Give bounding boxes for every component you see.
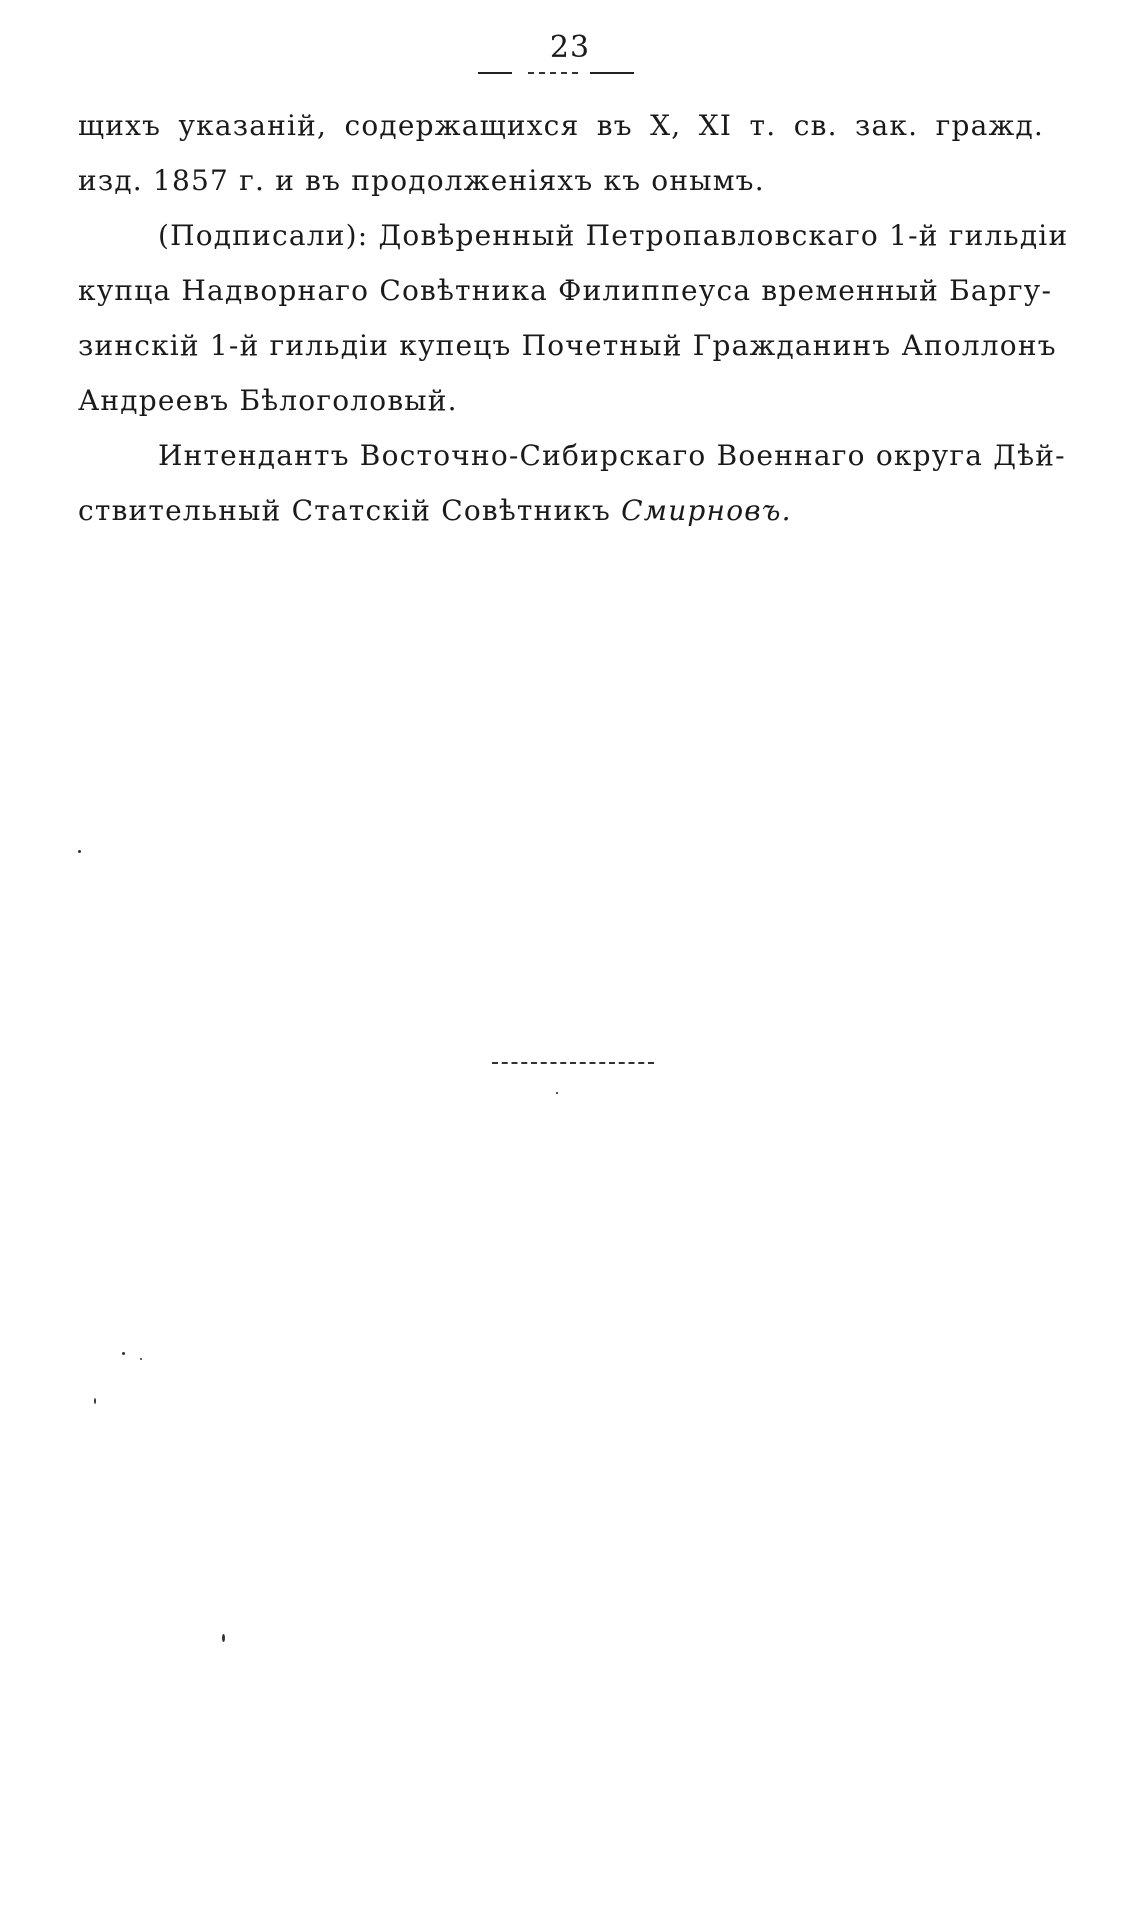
paragraph-continuation	[78, 98, 1044, 208]
section-separator	[492, 1062, 654, 1064]
text-line: зинскій 1-й гильдіи купецъ Почетный Гражданинъ Аполлонъ	[78, 329, 1057, 362]
text-line: изд. 1857 г. и въ продолженіяхъ къ онымъ.	[78, 164, 765, 197]
page-number: 23	[549, 30, 591, 65]
scan-speck	[78, 850, 81, 853]
signature-name: Смирновъ.	[621, 494, 792, 527]
header-rule-center	[528, 72, 578, 74]
scan-speck	[94, 1398, 96, 1404]
paragraph-intendant	[78, 428, 1066, 538]
scan-speck	[122, 1352, 125, 1355]
text-line: (Подписали): Довѣренный Петропавловскаго 1-й гильдіи	[158, 219, 1069, 252]
text-line: Андреевъ Бѣлоголовый.	[78, 384, 458, 417]
header-rule-left	[478, 72, 512, 74]
separator-dot	[556, 1092, 558, 1094]
text-line: Интендантъ Восточно-Сибирскаго Военнаго округа Дѣй-	[158, 439, 1066, 472]
page-header	[0, 30, 1140, 65]
header-rule-right	[590, 72, 634, 74]
text-line: купца Надворнаго Совѣтника Филиппеуса временный Баргу-	[78, 274, 1053, 307]
text-line: щихъ указаній, содержащихся въ X, XI т. св. зак. гражд.	[78, 109, 1044, 142]
text-fragment: ствительный Статскій Совѣтникъ	[78, 494, 622, 527]
scan-speck	[222, 1634, 225, 1642]
body-text	[78, 98, 1069, 538]
scan-speck	[140, 1358, 142, 1360]
text-line-with-signature	[78, 483, 1044, 538]
paragraph-signatories	[78, 208, 1069, 428]
